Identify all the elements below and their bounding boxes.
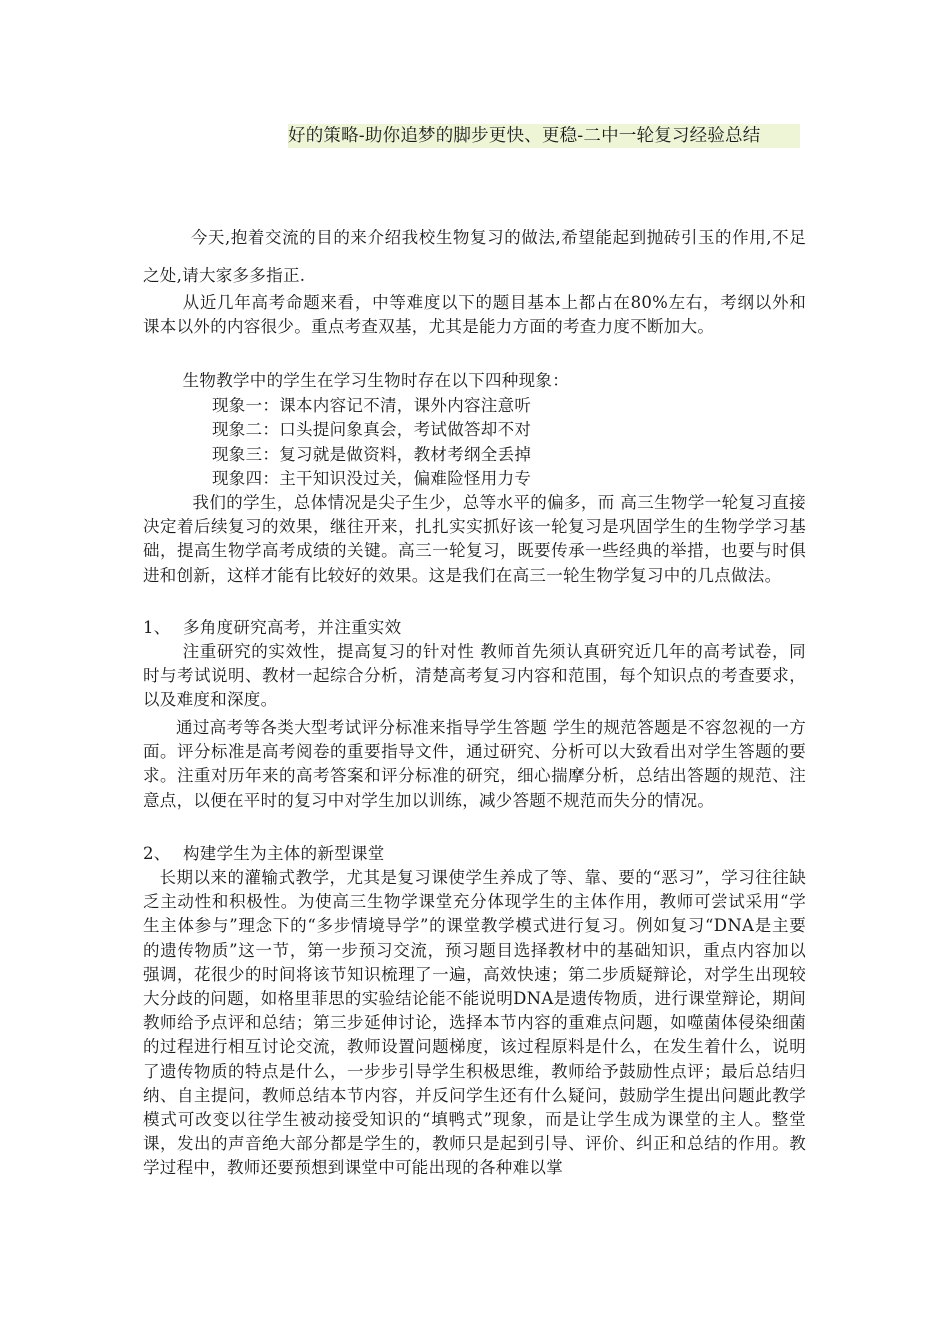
phenomenon-item: 现象三：复习就是做资料，教材考纲全丢掉 <box>212 445 532 464</box>
section-number: 1、 <box>143 618 171 637</box>
phenomenon-item: 现象二：口头提问象真会，考试做答却不对 <box>212 420 532 439</box>
paragraph-phenomena-intro: 生物教学中的学生在学习生物时存在以下四种现象： <box>182 371 569 390</box>
phenomenon-item: 现象四：主干知识没过关，偏难险怪用力专 <box>212 469 532 488</box>
section-heading-1 <box>143 616 806 640</box>
phenomenon-item: 现象一：课本内容记不清，课外内容注意听 <box>212 396 532 415</box>
section-heading-text: 构建学生为主体的新型课堂 <box>183 844 385 863</box>
paragraph-exam-analysis: 从近几年高考命题来看，中等难度以下的题目基本上都占在80%左右，考纲以外和课本以外的内容很少。重点考查双基，尤其是能力方面的考查力度不断加大。 <box>143 293 806 337</box>
intro-paragraph: 今天,抱着交流的目的来介绍我校生物复习的做法,希望能起到抛砖引玉的作用,不足之处,请大家多多指正. <box>143 228 806 285</box>
section-number: 2、 <box>143 844 171 863</box>
section-heading-text: 多角度研究高考，并注重实效 <box>183 618 402 637</box>
paragraph-student-centered-classroom: 长期以来的灌输式教学，尤其是复习课使学生养成了等、靠、要的“恶习”，学习往往缺乏主动性和积极性。为使高三生物学课堂充分体现学生的主体作用，教师可尝试采用“学生主体参与”理念下的“多步情境导学”的课堂教学模式进行复习。例如复习“DNA是主要的遗传物质”这一节，第一步预习交流，预习题目选择教材中的基础知识，重点内容加以强调，花很少的时间将该节知识梳理了一遍，高效快速；第二步质疑辩论，对学生出现较大分歧的问题，如格里菲思的实验结论能不能说明DNA是遗传物质，进行课堂辩论，期间教师给予点评和总结；第三步延伸讨论，选择本节内容的重难点问题，如噬菌体侵染细菌的过程进行相互讨论交流，教师设置问题梯度，该过程原料是什么，在发生着什么，说明了遗传物质的特点是什么，一步步引导学生积极思维，教师给予鼓励性点评；最后总结归纳、自主提问，教师总结本节内容，并反问学生还有什么疑问，鼓励学生提出问题此教学模式可改变以往学生被动接受知识的“填鸭式”现象，而是让学生成为课堂的主人。整堂课，发出的声音绝大部分都是学生的，教师只是起到引导、评价、纠正和总结的作用。教学过程中，教师还要预想到课堂中可能出现的各种难以掌 <box>143 868 806 1178</box>
paragraph-research-effectiveness: 注重研究的实效性，提高复习的针对性 教师首先须认真研究近几年的高考试卷，同时与考试说明、教材一起综合分析，清楚高考复习内容和范围，每个知识点的考查要求，以及难度和深度。 <box>143 642 806 710</box>
document-title: 好的策略-助你追梦的脚步更快、更稳-二中一轮复习经验总结 <box>288 124 800 148</box>
paragraph-students-overview: 我们的学生，总体情况是尖子生少，总等水平的偏多，而 高三生物学一轮复习直接决定着后续复习的效果，继往开来，扎扎实实抓好该一轮复习是巩固学生的生物学学习基础，提高生物学高考成绩的关键。高三一轮复习，既要传承一些经典的举措，也要与时俱进和创新，这样才能有比较好的效果。这是我们在高三一轮生物学复习中的几点做法。 <box>143 493 806 585</box>
section-heading-2 <box>143 842 806 866</box>
paragraph-scoring-standards: 通过高考等各类大型考试评分标准来指导学生答题 学生的规范答题是不容忽视的一方面。评分标准是高考阅卷的重要指导文件，通过研究、分析可以大致看出对学生答题的要求。注重对历年来的高考答案和评分标准的研究，细心揣摩分析，总结出答题的规范、注意点，以便在平时的复习中对学生加以训练，减少答题不规范而失分的情况。 <box>143 718 806 810</box>
